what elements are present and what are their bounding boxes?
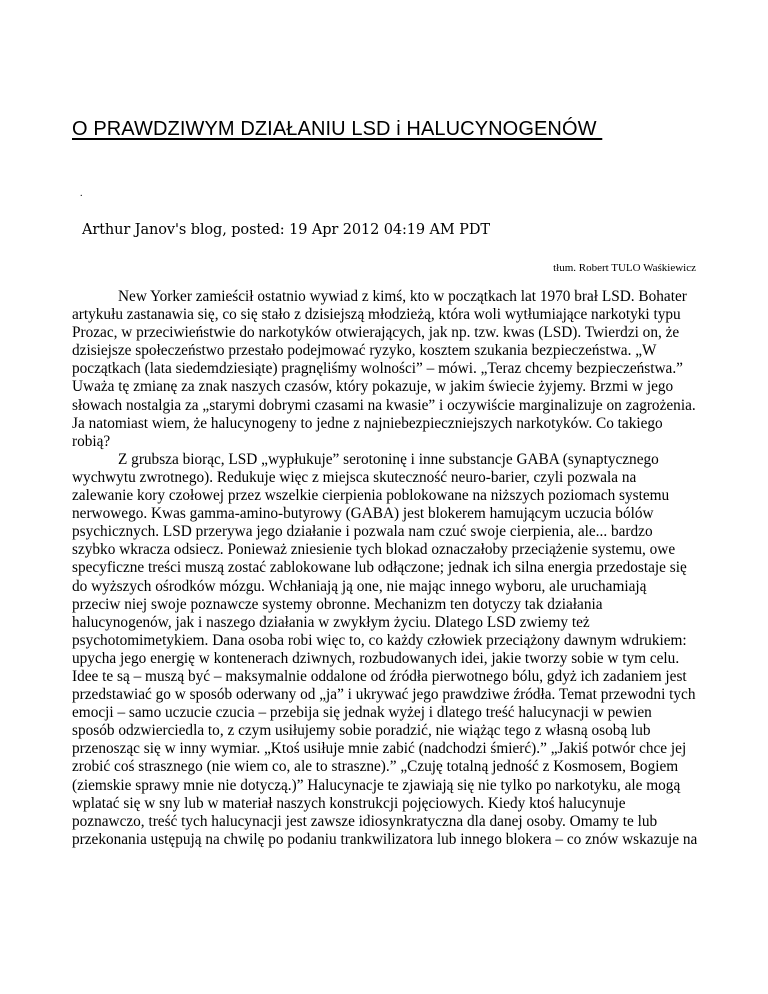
document-title: O PRAWDZIWYM DZIAŁANIU LSD i HALUCYNOGENÓW (72, 118, 603, 140)
translator-credit: tłum. Robert TULO Waśkiewicz (553, 262, 696, 274)
paragraph: Z grubsza biorąc, LSD „wypłukuje” serotoninę i inne substancje GABA (synaptycznego wychwytu zwrotnego). Redukuje więc z miejsca skuteczność neuro-barier, czyli pozwala na zalewanie kory czołowej przez wszelkie cierpienia poblokowane na niższych poziomach systemu nerwowego. Kwas gamma-amino-butyrowy (GABA) jest blokerem hamującym uczucia bólów psychicznych. LSD przerywa jego działanie i pozwala nam czuć swoje cierpienia, ale... bardzo szybko wkracza odsiecz. Ponieważ zniesienie tych blokad oznaczałoby przeciążenie systemu, owe specyficzne treści muszą zostać zablokowane lub odłączone; jednak ich silna energia przedostaje się do wyższych ośrodków mózgu. Wchłaniają ją one, nie mając innego wyboru, ale uruchamiają przeciw niej swoje poznawcze systemy obronne. Mechanizm ten dotyczy tak działania halucynogenów, jak i naszego działania w zwykłym życiu. Dlatego LSD zwiemy też psychotomimetykiem. Dana osoba robi więc to, co każdy człowiek przeciążony dawnym wdrukiem: upycha jego energię w kontenerach dziwnych, rozbudowanych idei, jakie tworzy sobie w tym celu. Idee te są – muszą być – maksymalnie oddalone od źródła pierwotnego bólu, gdyż ich zadaniem jest przedstawiać go w sposób oderwany od „ja” i ukrywać jego prawdziwe źródła. Temat przewodni tych emocji – samo uczucie czucia – przebija się jednak wyżej i dlatego treść halucynacji w pewien sposób odzwierciedla to, z czym usiłujemy sobie poradzić, nie wiążąc tego z własną osobą lub przenosząc się w inny wymiar. „Ktoś usiłuje mnie zabić (nadchodzi śmierć).” „Jakiś potwór chce jej zrobić coś strasznego (nie wiem co, ale to straszne).” „Czuję totalną jedność z Kosmosem, Bogiem (ziemskie sprawy mnie nie dotyczą.)” Halucynacje te zjawiają się nie tylko po narkotyku, ale mogą wplatać się w sny lub w materiał naszych konstrukcji pojęciowych. Kiedy ktoś halucynuje poznawczo, treść tych halucynacji jest zawsze idiosynkratyczna dla danej osoby. Omamy te lub przekonania ustępują na chwilę po podaniu trankwilizatora lub innego blokera – co znów wskazuje na (72, 450, 698, 848)
blog-byline: Arthur Janov's blog, posted: 19 Apr 2012 04:19 AM PDT (82, 222, 490, 238)
stray-dot: . (80, 188, 83, 199)
paragraph: New Yorker zamieścił ostatnio wywiad z kimś, kto w początkach lat 1970 brał LSD. Bohater artykułu zastanawia się, co się stało z dzisiejszą młodzieżą, która woli wytłumiające narkotyki typu Prozac, w przeciwieństwie do narkotyków otwierających, jak np. tzw. kwas (LSD). Twierdzi on, że dzisiejsze społeczeństwo przestało podejmować ryzyko, kosztem szukania bezpieczeństwa. „W początkach (lata siedemdziesiąte) pragnęliśmy wolności” – mówi. „Teraz chcemy bezpieczeństwa.” Uważa tę zmianę za znak naszych czasów, który pokazuje, w jakim świecie żyjemy. Brzmi w jego słowach nostalgia za „starymi dobrymi czasami na kwasie” i oczywiście marginalizuje on zagrożenia. Ja natomiast wiem, że halucynogeny to jedne z najniebezpieczniejszych narkotyków. Co takiego robią? (72, 288, 696, 450)
article-body (72, 288, 698, 849)
